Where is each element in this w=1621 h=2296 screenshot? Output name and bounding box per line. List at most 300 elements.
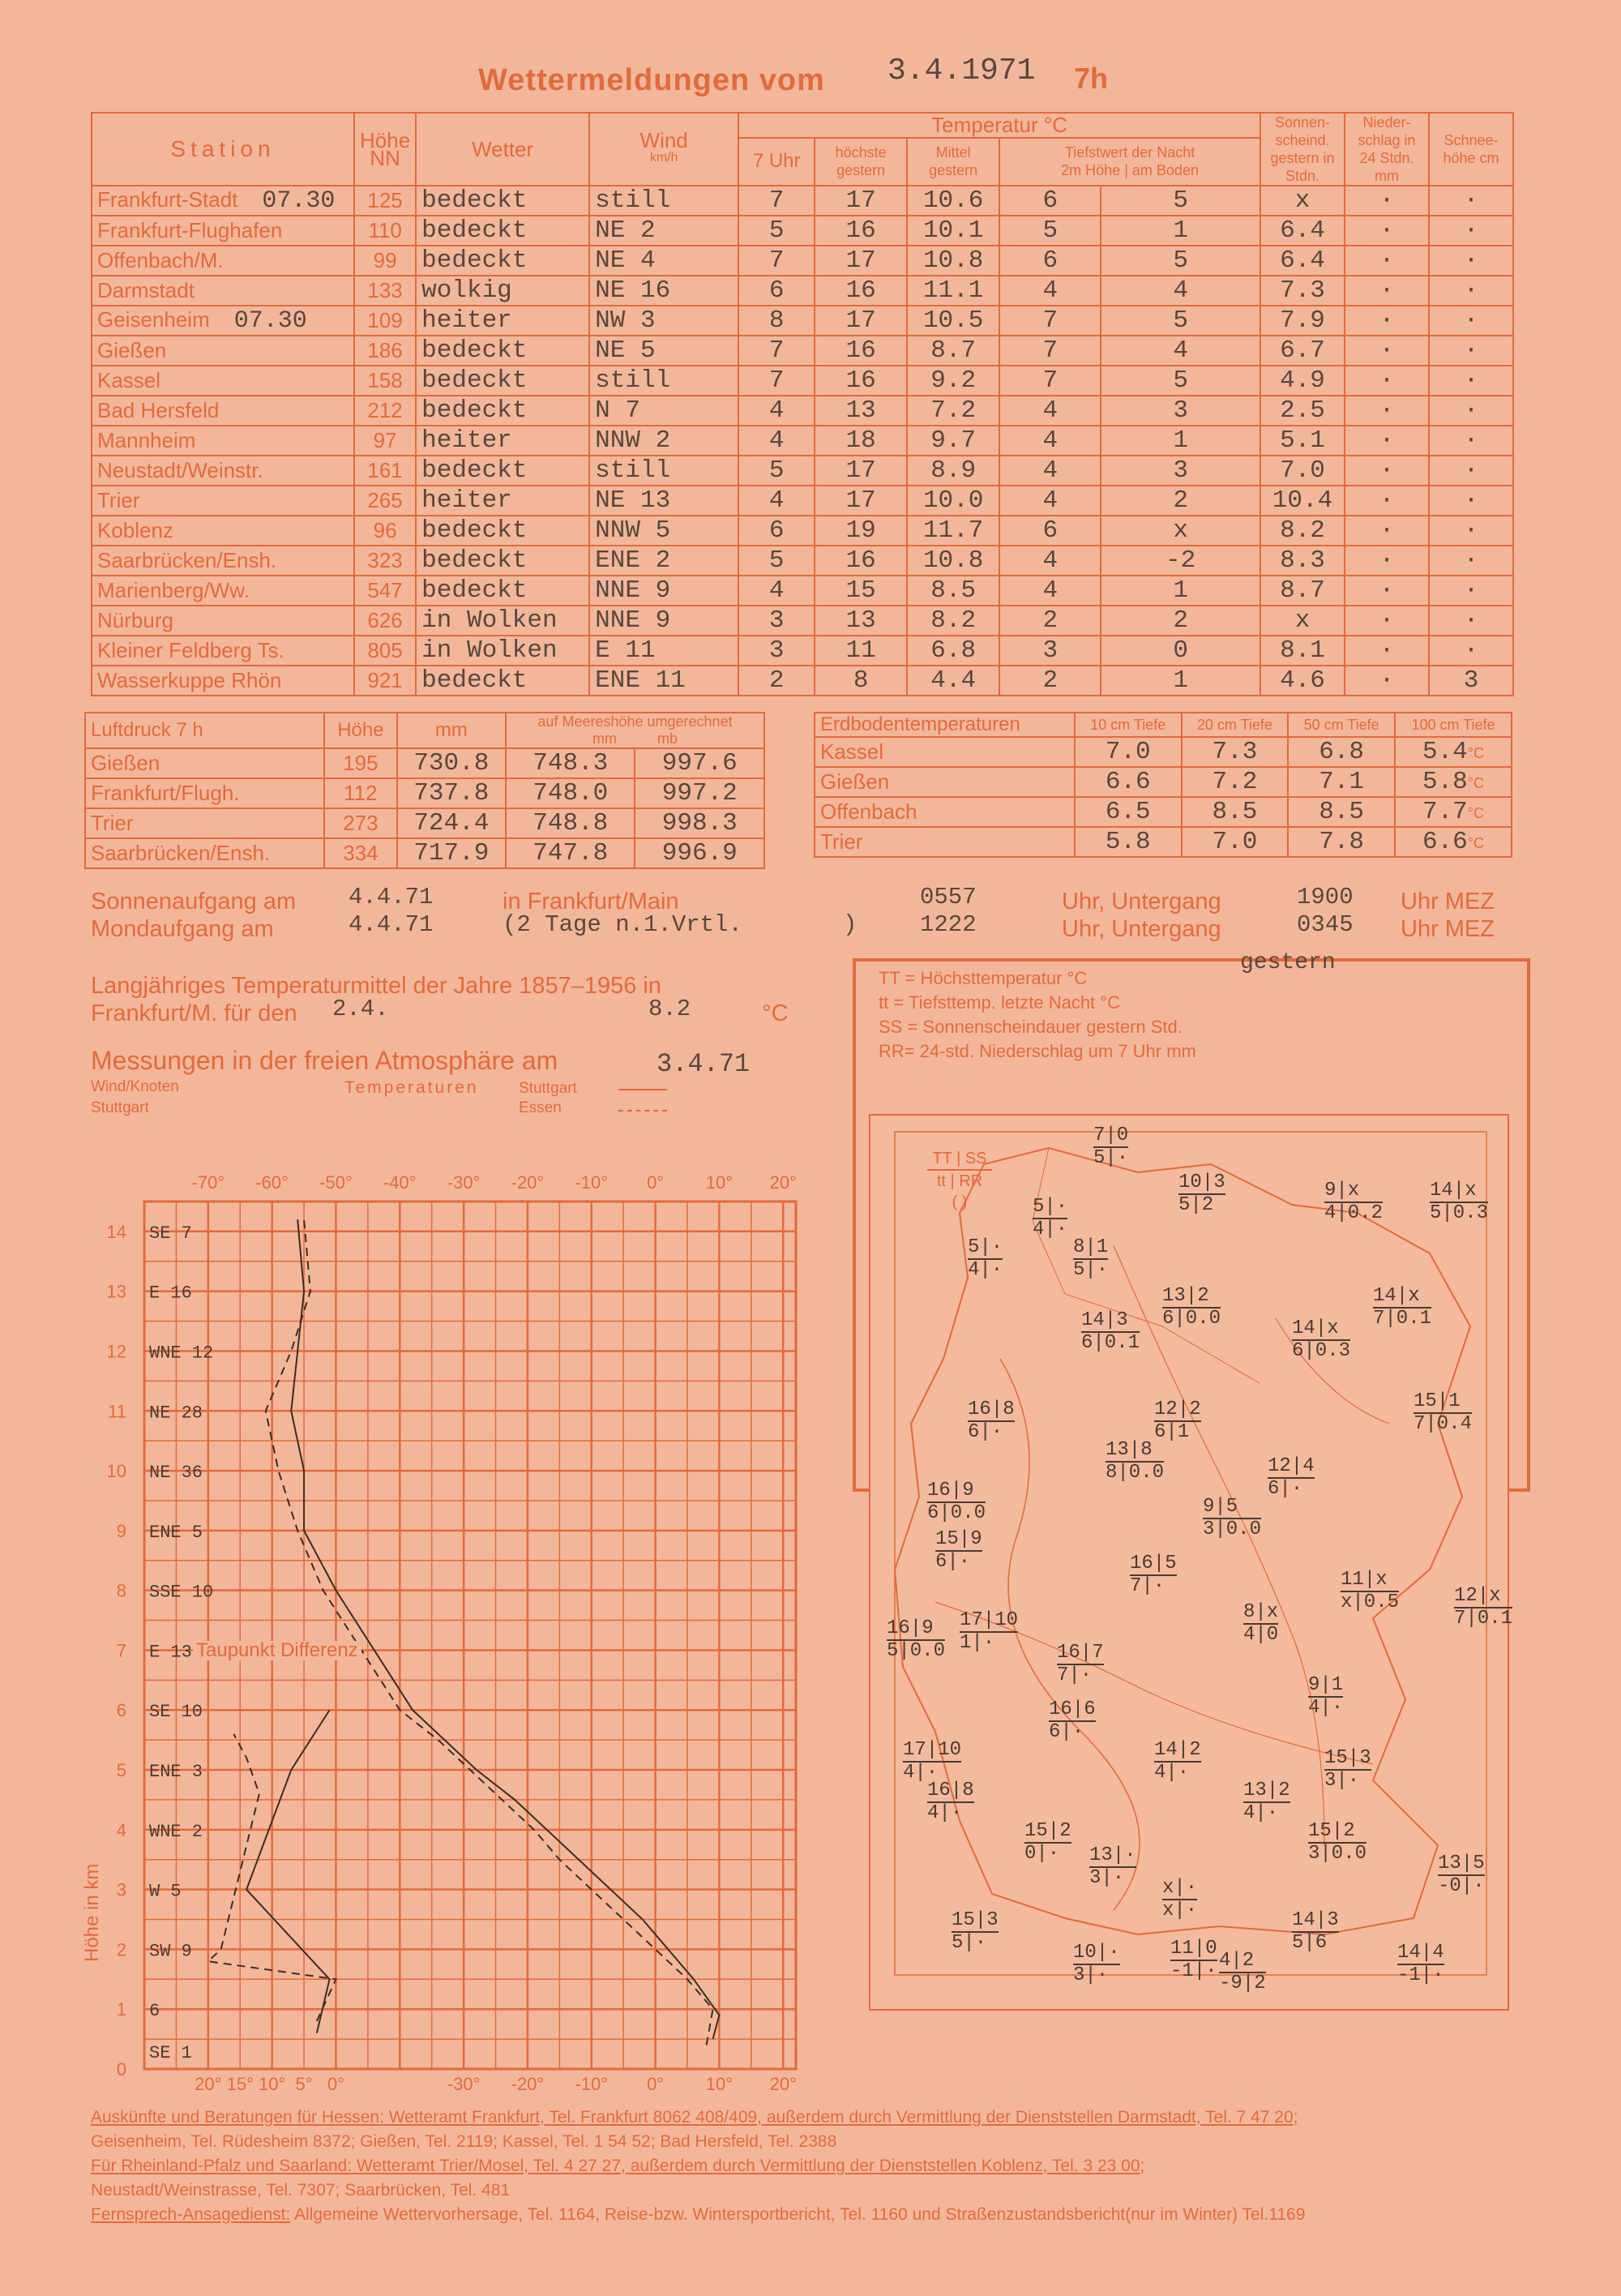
x-tick-dew: 0° [327, 2074, 344, 2093]
precip-cell: · [1345, 276, 1429, 306]
station-name: Offenbach/M. [92, 246, 354, 276]
map-station-report: 16|9 5|0.0 [887, 1617, 946, 1662]
temp-7h-cell: 3 [738, 636, 815, 666]
table-row [85, 748, 764, 778]
temp-mean-cell: 4.4 [907, 666, 999, 696]
col-7uhr: 7 Uhr [738, 138, 815, 186]
station-height: 97 [354, 426, 416, 456]
temp-min-2m-cell: 4 [999, 456, 1101, 486]
sunshine-cell: 8.7 [1260, 576, 1345, 606]
temp-min-ground-cell: 1 [1101, 216, 1260, 246]
temp-min-2m-cell: 4 [999, 576, 1101, 606]
wind-report: NE 28 [149, 1403, 203, 1424]
map-station-report: 13|8 8|0.0 [1106, 1439, 1165, 1484]
wind-report: SE 10 [149, 1702, 203, 1723]
wind-report: 6 [149, 2001, 160, 2022]
map-station-report: 14|x 7|0.1 [1373, 1285, 1432, 1330]
weather-cell: in Wolken [416, 606, 589, 636]
map-station-report: 17|10 4|· [903, 1739, 962, 1784]
x-tick-top: -10° [575, 1172, 609, 1193]
temp-max-cell: 8 [815, 666, 907, 696]
legend-tt-low: tt = Tiefsttemp. letzte Nacht °C [879, 992, 1120, 1013]
station-height: 921 [354, 666, 416, 696]
temp-min-ground-cell: 5 [1101, 366, 1260, 396]
wind-cell: ENE 11 [589, 666, 738, 696]
height-axis-label: Höhe in km [81, 1863, 103, 1962]
map-station-report: 14|2 4|· [1154, 1739, 1201, 1784]
station-name: Darmstadt [92, 276, 354, 306]
precip-cell: · [1345, 576, 1429, 606]
y-tick: 10 [106, 1461, 126, 1482]
x-tick-top: -50° [319, 1172, 353, 1193]
footer-line1: Auskünfte und Beratungen für Hessen: Wetteramt Frankfurt, Tel. Frankfurt 8062 408/409, außerdem durch Vermittlung der Dienststellen Darmstadt, Tel. 7 47 20; [91, 2108, 1298, 2127]
temp-min-2m-cell: 4 [999, 546, 1101, 576]
pressure-mb: 996.9 [635, 838, 764, 868]
precip-cell: · [1345, 486, 1429, 516]
map-station-report: 12|4 6|· [1268, 1455, 1315, 1500]
map-station-report: 9|x 4|0.2 [1324, 1180, 1384, 1224]
snow-cell: · [1429, 306, 1513, 336]
temp-mean-cell: 7.2 [907, 396, 999, 426]
longterm-line1: Langjähriges Temperaturmittel der Jahre 1857–1956 in [91, 973, 661, 999]
temp-min-ground-cell: x [1101, 516, 1260, 546]
temp-7h-cell: 3 [738, 606, 815, 636]
wind-cell: ENE 2 [589, 546, 738, 576]
temp-mean-cell: 10.8 [907, 246, 999, 276]
map-station-report: 15|2 0|· [1024, 1820, 1071, 1865]
temp-min-2m-cell: 6 [999, 186, 1101, 216]
sunshine-cell: 4.6 [1260, 666, 1345, 696]
station-name: Frankfurt-Flughafen [92, 216, 354, 246]
soil-station: Trier [815, 827, 1075, 857]
temp-max-cell: 17 [815, 486, 907, 516]
temp-mean-cell: 8.9 [907, 456, 999, 486]
table-row [92, 426, 1513, 456]
map-station-report: 12|2 6|1 [1154, 1399, 1201, 1443]
legend-stuttgart: Stuttgart [519, 1080, 577, 1097]
map-station-report: 12|x 7|0.1 [1454, 1585, 1513, 1630]
station-height: 125 [354, 186, 416, 216]
y-tick: 5 [116, 1760, 126, 1781]
sunrise-date: 4.4.71 [349, 884, 434, 910]
soil-col-10: 10 cm Tiefe [1075, 713, 1182, 737]
station-name: Neustadt/Weinstr. [92, 456, 354, 486]
table-row [815, 827, 1512, 857]
snow-cell: · [1429, 486, 1513, 516]
map-key: TT | SS tt | RR ( ) [927, 1148, 992, 1213]
wind-report: SW 9 [149, 1941, 192, 1962]
weather-cell: in Wolken [416, 636, 589, 666]
pressure-mb: 998.3 [635, 808, 764, 838]
temp-min-ground-cell: 0 [1101, 636, 1260, 666]
map-station-report: 15|2 3|0.0 [1308, 1820, 1367, 1865]
station-name: Geisenheim 07.30 [92, 306, 354, 336]
footer-line4: Neustadt/Weinstrasse, Tel. 7307; Saarbrücken, Tel. 481 [91, 2181, 511, 2200]
observations-table [91, 112, 1514, 696]
pressure-col-hoehe: Höhe [324, 713, 397, 748]
weather-cell: bedeckt [416, 186, 589, 216]
sunshine-cell: 8.3 [1260, 546, 1345, 576]
station-height: 547 [354, 576, 416, 606]
soil-10: 6.5 [1075, 797, 1182, 827]
footer-line2: Geisenheim, Tel. Rüdesheim 8372; Gießen, Tel. 2119; Kassel, Tel. 1 54 52; Bad Hersfeld, Tel. 2388 [91, 2132, 837, 2151]
temp-max-cell: 18 [815, 426, 907, 456]
x-tick-dew: 15° [226, 2074, 254, 2093]
snow-cell: · [1429, 336, 1513, 366]
station-height: 323 [354, 546, 416, 576]
snow-cell: · [1429, 636, 1513, 666]
pressure-col-reduced: auf Meereshöhe umgerechnet mm mb [506, 713, 764, 748]
y-tick: 12 [106, 1341, 126, 1362]
y-tick: 7 [116, 1640, 126, 1661]
snow-cell: · [1429, 516, 1513, 546]
x-tick-top: -60° [255, 1172, 289, 1193]
wind-station: Stuttgart [91, 1099, 149, 1116]
station-name: Wasserkuppe Rhön [92, 666, 354, 696]
weather-cell: bedeckt [416, 246, 589, 276]
soil-col-100: 100 cm Tiefe [1395, 713, 1512, 737]
table-row [92, 456, 1513, 486]
wind-report: WNE 2 [149, 1821, 203, 1842]
longterm-date: 2.4. [332, 996, 389, 1022]
station-name: Saarbrücken/Ensh. [92, 546, 354, 576]
table-row [92, 336, 1513, 366]
pressure-height: 112 [324, 778, 397, 808]
moonrise-time: 1222 [920, 911, 977, 938]
precip-cell: · [1345, 636, 1429, 666]
station-height: 186 [354, 336, 416, 366]
map-station-report: x|· x|· [1162, 1877, 1198, 1921]
temp-7h-cell: 4 [738, 396, 815, 426]
pressure-mb: 997.6 [635, 748, 764, 778]
series-line [266, 1219, 713, 2045]
pressure-mm: 724.4 [397, 808, 506, 838]
station-height: 109 [354, 306, 416, 336]
map-station-report: 15|3 5|· [952, 1909, 999, 1954]
col-hoechste: höchste gestern [815, 138, 907, 186]
soil-station: Kassel [815, 737, 1075, 767]
pressure-height: 273 [324, 808, 397, 838]
precip-cell: · [1345, 246, 1429, 276]
station-name: Mannheim [92, 426, 354, 456]
sunset-time: 1900 [1297, 884, 1354, 910]
footer-line5: Allgemeine Wettervorhersage, Tel. 1164, Reise-bzw. Wintersportbericht, Tel. 1160 und Straßenzustandsbericht(nur im Winter) Tel.1169 [294, 2205, 1306, 2224]
soil-col-20: 20 cm Tiefe [1182, 713, 1289, 737]
temp-7h-cell: 2 [738, 666, 815, 696]
x-tick-top: 20° [769, 1172, 797, 1193]
col-hoehe: Höhe NN [354, 113, 416, 186]
temp-max-cell: 13 [815, 396, 907, 426]
wind-report: WNE 12 [149, 1343, 214, 1364]
soil-10: 7.0 [1075, 737, 1182, 767]
pressure-station: Saarbrücken/Ensh. [85, 838, 324, 868]
temp-mean-cell: 9.7 [907, 426, 999, 456]
temp-7h-cell: 7 [738, 186, 815, 216]
temp-mean-cell: 6.8 [907, 636, 999, 666]
table-row [92, 396, 1513, 426]
station-name: Frankfurt-Stadt 07.30 [92, 186, 354, 216]
col-sonne: Sonnen-scheind. gestern in Stdn. [1260, 113, 1345, 186]
x-tick-bottom: 0° [647, 2074, 665, 2093]
x-tick-bottom: -30° [447, 2074, 481, 2093]
map-station-report: 14|x 5|0.3 [1430, 1180, 1489, 1224]
sunshine-cell: 6.4 [1260, 246, 1345, 276]
map-station-report: 10|· 3|· [1073, 1942, 1120, 1986]
table-row [815, 767, 1512, 797]
y-tick: 2 [116, 1939, 126, 1960]
temp-min-ground-cell: 2 [1101, 486, 1260, 516]
footer [91, 2105, 1550, 2227]
temp-min-2m-cell: 3 [999, 636, 1101, 666]
temp-max-cell: 15 [815, 576, 907, 606]
station-name: Koblenz [92, 516, 354, 546]
weather-cell: bedeckt [416, 546, 589, 576]
map-station-report: 11|0 -1|· [1170, 1938, 1217, 1982]
x-tick-bottom: 10° [705, 2074, 734, 2093]
temp-min-ground-cell: 2 [1101, 606, 1260, 636]
pressure-mm: 737.8 [397, 778, 506, 808]
wind-cell: E 11 [589, 636, 738, 666]
temp-max-cell: 19 [815, 516, 907, 546]
precip-cell: · [1345, 186, 1429, 216]
map-station-report: 11|x x|0.5 [1341, 1569, 1400, 1613]
table-row [92, 546, 1513, 576]
map-station-report: 8|1 5|· [1073, 1236, 1109, 1281]
map-station-report: 13|· 3|· [1089, 1844, 1136, 1889]
moonrise-label: Mondaufgang am [91, 916, 274, 942]
x-tick-bottom: -10° [575, 2074, 609, 2093]
weather-cell: bedeckt [416, 366, 589, 396]
temp-mean-cell: 10.5 [907, 306, 999, 336]
temp-mean-cell: 10.6 [907, 186, 999, 216]
wind-report: NE 36 [149, 1463, 203, 1484]
wind-report: ENE 3 [149, 1762, 203, 1783]
temp-max-cell: 13 [815, 606, 907, 636]
weather-cell: heiter [416, 306, 589, 336]
sunshine-cell: 10.4 [1260, 486, 1345, 516]
temp-min-2m-cell: 4 [999, 426, 1101, 456]
temp-min-ground-cell: 1 [1101, 426, 1260, 456]
temp-7h-cell: 5 [738, 546, 815, 576]
sun-unit: Uhr MEZ [1401, 889, 1495, 915]
station-height: 158 [354, 366, 416, 396]
wind-report: E 13 [149, 1642, 192, 1663]
map-station-report: 14|x 6|0.3 [1292, 1317, 1351, 1362]
temp-max-cell: 16 [815, 336, 907, 366]
weather-cell: bedeckt [416, 516, 589, 546]
map-station-report: 16|6 6|· [1049, 1698, 1096, 1743]
table-row [92, 666, 1513, 696]
map-station-report: 8|x 4|0 [1243, 1601, 1279, 1646]
temp-7h-cell: 8 [738, 306, 815, 336]
table-row [92, 246, 1513, 276]
y-tick: 9 [116, 1520, 126, 1541]
sunshine-cell: 8.1 [1260, 636, 1345, 666]
table-row [92, 186, 1513, 216]
pressure-mm: 717.9 [397, 838, 506, 868]
table-row [92, 276, 1513, 306]
temp-min-2m-cell: 4 [999, 486, 1101, 516]
temp-7h-cell: 6 [738, 516, 815, 546]
soil-col-50: 50 cm Tiefe [1288, 713, 1395, 737]
temp-min-2m-cell: 4 [999, 396, 1101, 426]
snow-cell: · [1429, 546, 1513, 576]
soil-100: 5.8°C [1395, 767, 1512, 797]
x-tick-top: -40° [383, 1172, 417, 1193]
sunshine-cell: 8.2 [1260, 516, 1345, 546]
moonset-time: 0345 [1297, 911, 1354, 938]
weather-cell: heiter [416, 426, 589, 456]
temp-min-2m-cell: 6 [999, 516, 1101, 546]
sunshine-cell: x [1260, 606, 1345, 636]
station-height: 265 [354, 486, 416, 516]
pressure-table [84, 712, 765, 869]
report-time: 7h [1074, 62, 1109, 95]
wind-cell: NW 3 [589, 306, 738, 336]
map-station-report: 14|3 5|6 [1292, 1909, 1339, 1954]
precip-cell: · [1345, 426, 1429, 456]
temp-min-ground-cell: 5 [1101, 306, 1260, 336]
temp-mean-cell: 10.8 [907, 546, 999, 576]
moon-phase: (2 Tage n.1.Vrtl. [503, 911, 742, 938]
map-station-report: 16|7 7|· [1057, 1642, 1104, 1686]
soil-50: 7.8 [1288, 827, 1395, 857]
sunset-label: Uhr, Untergang [1062, 889, 1221, 915]
map-station-report: 4|2 -9|2 [1219, 1950, 1266, 1994]
x-tick-dew: 20° [195, 2074, 222, 2093]
pressure-height: 195 [324, 748, 397, 778]
y-tick: 0 [116, 2059, 126, 2080]
pressure-reduced-mm: 747.8 [506, 838, 635, 868]
temp-mean-cell: 8.7 [907, 336, 999, 366]
temp-7h-cell: 7 [738, 246, 815, 276]
sunshine-cell: 6.4 [1260, 216, 1345, 246]
table-row [85, 808, 764, 838]
sunshine-cell: 5.1 [1260, 426, 1345, 456]
pressure-station: Gießen [85, 748, 324, 778]
temp-min-2m-cell: 7 [999, 306, 1101, 336]
pressure-station: Frankfurt/Flugh. [85, 778, 324, 808]
temp-min-2m-cell: 7 [999, 366, 1101, 396]
snow-cell: · [1429, 216, 1513, 246]
temp-min-2m-cell: 5 [999, 216, 1101, 246]
temp-mean-cell: 8.5 [907, 576, 999, 606]
soil-100: 6.6°C [1395, 827, 1512, 857]
legend-tt: TT = Höchsttemperatur °C [879, 968, 1088, 988]
temp-max-cell: 11 [815, 636, 907, 666]
wind-cell: still [589, 186, 738, 216]
wind-cell: NNW 5 [589, 516, 738, 546]
y-tick: 13 [106, 1281, 126, 1302]
pressure-height: 334 [324, 838, 397, 868]
sunshine-cell: 2.5 [1260, 396, 1345, 426]
wind-cell: NE 4 [589, 246, 738, 276]
soil-20: 7.2 [1182, 767, 1289, 797]
col-wetter: Wetter [416, 113, 589, 186]
weather-cell: bedeckt [416, 576, 589, 606]
weather-cell: bedeckt [416, 336, 589, 366]
temp-7h-cell: 4 [738, 576, 815, 606]
table-row [92, 606, 1513, 636]
precip-cell: · [1345, 396, 1429, 426]
station-height: 805 [354, 636, 416, 666]
pressure-reduced-mm: 748.8 [506, 808, 635, 838]
sunshine-cell: 4.9 [1260, 366, 1345, 396]
x-tick-bottom: 20° [769, 2074, 797, 2093]
series-line [246, 1710, 329, 2033]
map-station-report: 15|3 3|· [1324, 1747, 1371, 1792]
temp-mean-cell: 10.1 [907, 216, 999, 246]
col-wind: Wind km/h [589, 113, 738, 186]
precip-cell: · [1345, 516, 1429, 546]
y-tick: 1 [116, 1999, 126, 2020]
wind-report: SE 1 [149, 2042, 192, 2063]
temp-min-ground-cell: 4 [1101, 336, 1260, 366]
soil-20: 7.0 [1182, 827, 1289, 857]
page-title: Wettermeldungen vom [478, 63, 825, 97]
weather-cell: bedeckt [416, 666, 589, 696]
snow-cell: · [1429, 426, 1513, 456]
station-name: Nürburg [92, 606, 354, 636]
temp-7h-cell: 4 [738, 426, 815, 456]
pressure-reduced-mm: 748.0 [506, 778, 635, 808]
temp-max-cell: 16 [815, 546, 907, 576]
aerological-chart [91, 1153, 804, 2093]
col-schnee: Schnee-höhe cm [1429, 113, 1513, 186]
soil-10: 6.6 [1075, 767, 1182, 797]
temp-label: Temperaturen [344, 1078, 479, 1097]
pressure-title: Luftdruck 7 h [85, 713, 324, 748]
temp-mean-cell: 11.1 [907, 276, 999, 306]
map-station-report: 17|10 1|· [960, 1609, 1019, 1654]
map-station-report: 15|9 6|· [935, 1528, 982, 1573]
station-name: Bad Hersfeld [92, 396, 354, 426]
station-height: 96 [354, 516, 416, 546]
weather-cell: wolkig [416, 276, 589, 306]
station-name: Trier [92, 486, 354, 516]
table-row [92, 486, 1513, 516]
snow-cell: 3 [1429, 666, 1513, 696]
map-station-report: 13|2 6|0.0 [1162, 1285, 1221, 1330]
precip-cell: · [1345, 666, 1429, 696]
x-tick-top: 10° [705, 1172, 734, 1193]
map-station-report: 13|2 4|· [1243, 1780, 1290, 1824]
y-tick: 11 [108, 1401, 126, 1422]
weather-cell: bedeckt [416, 396, 589, 426]
wind-cell: NE 16 [589, 276, 738, 306]
col-temperatur: Temperatur °C [738, 113, 1260, 138]
station-name: Kleiner Feldberg Ts. [92, 636, 354, 666]
soil-station: Gießen [815, 767, 1075, 797]
wind-cell: NNE 9 [589, 606, 738, 636]
temp-mean-cell: 8.2 [907, 606, 999, 636]
longterm-value: 8.2 [648, 996, 691, 1022]
moon-unit: Uhr MEZ [1401, 916, 1495, 942]
temp-7h-cell: 5 [738, 456, 815, 486]
map-station-report: 7|0 5|· [1093, 1124, 1129, 1169]
longterm-unit: °C [762, 1000, 789, 1026]
y-tick: 4 [116, 1819, 126, 1840]
temp-min-ground-cell: 4 [1101, 276, 1260, 306]
temp-max-cell: 16 [815, 366, 907, 396]
sunshine-cell: 7.9 [1260, 306, 1345, 336]
map-station-report: 10|3 5|2 [1178, 1172, 1225, 1216]
wind-cell: still [589, 366, 738, 396]
station-height: 99 [354, 246, 416, 276]
wind-cell: NE 5 [589, 336, 738, 366]
wind-report: E 16 [149, 1283, 192, 1304]
table-row [92, 516, 1513, 546]
